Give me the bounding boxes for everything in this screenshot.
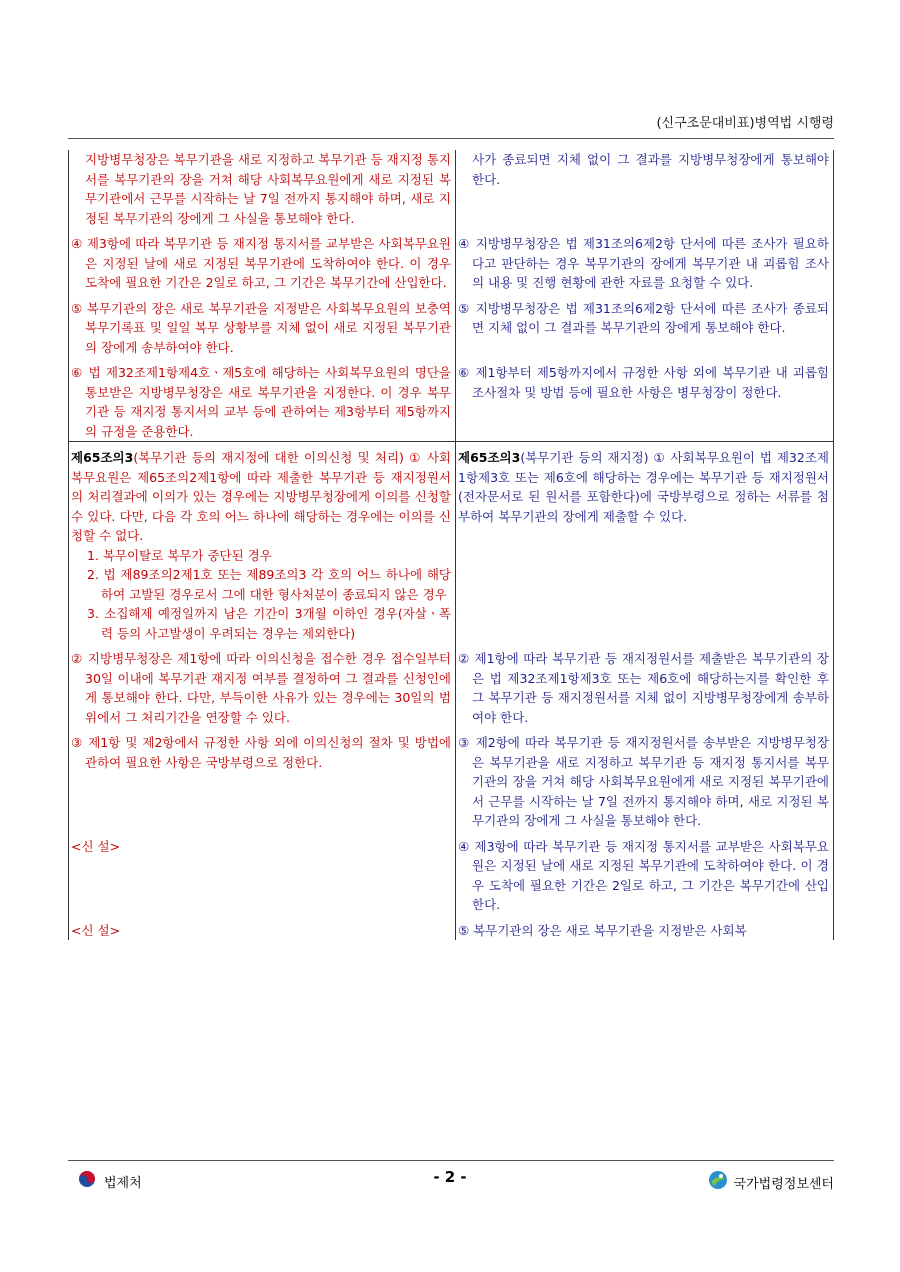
old-text-cell: ④ 제3항에 따라 복무기관 등 재지정 통지서를 교부받은 사회복무요원은 지정된 날에 새로 지정된 복무기관에 도착하여야 한다. 이 경우 도착에 필요한 기간은 2일로 하고, 그 기간은 복무기간에 산입한다. bbox=[69, 228, 456, 293]
table-row bbox=[69, 150, 834, 228]
table-row bbox=[69, 293, 834, 358]
old-text-cell: ② 지방병무청장은 제1항에 따라 이의신청을 접수한 경우 접수일부터 30일 이내에 복무기관 재지정 여부를 결정하여 그 결과를 신청인에게 통보해야 한다. 다만, 부득이한 사유가 있는 경우에는 30일의 범위에서 그 처리기간을 연장할 수 있다. bbox=[69, 643, 456, 727]
old-text-cell: <신 설> bbox=[69, 831, 456, 915]
page-number: - 2 - bbox=[433, 1168, 467, 1186]
footer-divider bbox=[68, 1160, 834, 1161]
table-row bbox=[69, 643, 834, 727]
new-text-cell: ⑥ 제1항부터 제5항까지에서 규정한 사항 외에 복무기관 내 괴롭힘 조사절차 및 방법 등에 필요한 사항은 병무청장이 정한다. bbox=[456, 357, 834, 442]
new-text-cell: ⑤ 지방병무청장은 법 제31조의6제2항 단서에 따른 조사가 종료되면 지체 없이 그 결과를 복무기관의 장에게 통보해야 한다. bbox=[456, 293, 834, 358]
table-row bbox=[69, 831, 834, 915]
header-divider bbox=[68, 138, 834, 139]
old-text-cell: 제65조의3(복무기관 등의 재지정에 대한 이의신청 및 처리) ① 사회복무요원은 제65조의2제1항에 따라 제출한 복무기관 등 재지정원서의 처리결과에 이의가 있는 경우에는 지방병무청장에게 이의를 신청할 수 있다. 다만, 다음 각 호의 어느 하나에 해당하는 경우에는 이의를 신청할 수 없다. 1. 복무이탈로 복무가 중단된 경우 2. 법 제89조의2제1호 또는 제89조의3 각 호의 어느 하나에 해당하여 고발된 경우로서 그에 대한 형사처분이 종료되지 않은 경우 3. 소집해제 예정일까지 남은 기간이 3개월 이하인 경우(자살ㆍ폭력 등의 사고발생이 우려되는 경우는 제외한다) bbox=[69, 442, 456, 644]
table-row bbox=[69, 727, 834, 831]
table-row bbox=[69, 442, 834, 644]
footer-right bbox=[708, 1170, 834, 1194]
law-center-logo-icon bbox=[708, 1170, 728, 1194]
new-text-cell: ⑤ 복무기관의 장은 새로 복무기관을 지정받은 사회복 bbox=[456, 915, 834, 941]
footer-left-label: 법제처 bbox=[104, 1175, 142, 1191]
new-text-cell: ② 제1항에 따라 복무기관 등 재지정원서를 제출받은 복무기관의 장은 법 제32조제1항제3호 또는 제6호에 해당하는지를 확인한 후 그 복무기관 등 재지정원서를 지체 없이 지방병무청장에게 송부하여야 한다. bbox=[456, 643, 834, 727]
new-text-cell: 제65조의3(복무기관 등의 재지정) ① 사회복무요원이 법 제32조제1항제3호 또는 제6호에 해당하는 경우에는 복무기관 등 재지정원서(전자문서로 된 원서를 포함한다)에 국방부령으로 정하는 서류를 첨부하여 복무기관의 장에게 제출할 수 있다. bbox=[456, 442, 834, 644]
document-title: (신구조문대비표)병역법 시행령 bbox=[656, 116, 834, 131]
new-text-cell: ④ 지방병무청장은 법 제31조의6제2항 단서에 따른 조사가 필요하다고 판단하는 경우 복무기관의 장에게 복무기관 내 괴롭힘 조사의 내용 및 진행 현황에 관한 자료를 요청할 수 있다. bbox=[456, 228, 834, 293]
table-row bbox=[69, 915, 834, 941]
new-text-cell: 사가 종료되면 지체 없이 그 결과를 지방병무청장에게 통보해야 한다. bbox=[456, 150, 834, 228]
old-text-cell: ⑤ 복무기관의 장은 새로 복무기관을 지정받은 사회복무요원의 보충역 복무기록표 및 일일 복무 상황부를 지체 없이 새로 지정된 복무기관의 장에게 송부하여야 한다. bbox=[69, 293, 456, 358]
comparison-table bbox=[68, 150, 834, 940]
article-number: 제65조의3 bbox=[71, 450, 134, 465]
list-item: 2. 법 제89조의2제1호 또는 제89조의3 각 호의 어느 하나에 해당하여 고발된 경우로서 그에 대한 형사처분이 종료되지 않은 경우 bbox=[87, 567, 451, 602]
new-text-cell: ④ 제3항에 따라 복무기관 등 재지정 통지서를 교부받은 사회복무요원은 지정된 날에 새로 지정된 복무기관에 도착하여야 한다. 이 경우 도착에 필요한 기간은 2일로 하고, 그 기간은 복무기간에 산입한다. bbox=[456, 831, 834, 915]
footer-right-label: 국가법령정보센터 bbox=[733, 1176, 834, 1192]
old-text-cell: <신 설> bbox=[69, 915, 456, 941]
old-text-cell: ③ 제1항 및 제2항에서 규정한 사항 외에 이의신청의 절차 및 방법에 관하여 필요한 사항은 국방부령으로 정한다. bbox=[69, 727, 456, 831]
table-row bbox=[69, 357, 834, 442]
old-text-cell: ⑥ 법 제32조제1항제4호ㆍ제5호에 해당하는 사회복무요원의 명단을 통보받은 지방병무청장은 새로 복무기관을 지정한다. 이 경우 복무기관 등 재지정 통지서의 교부 등에 관하여는 제3항부터 제5항까지의 규정을 준용한다. bbox=[69, 357, 456, 442]
list-item: 1. 복무이탈로 복무가 중단된 경우 bbox=[87, 547, 272, 563]
list-item: 3. 소집해제 예정일까지 남은 기간이 3개월 이하인 경우(자살ㆍ폭력 등의 사고발생이 우려되는 경우는 제외한다) bbox=[87, 606, 451, 641]
new-text-cell: ③ 제2항에 따라 복무기관 등 재지정원서를 송부받은 지방병무청장은 복무기관을 새로 지정하고 복무기관 등 재지정 통지서를 복무기관의 장을 거쳐 해당 사회복무요원에게 새로 지정된 복무기관에서 근무를 시작하는 날 7일 전까지 통지해야 하며, 새로 지정된 복무기관의 장에게 그 사실을 통보해야 한다. bbox=[456, 727, 834, 831]
old-text-cell: 지방병무청장은 복무기관을 새로 지정하고 복무기관 등 재지정 통지서를 복무기관의 장을 거쳐 해당 사회복무요원에게 새로 지정된 복무기관에서 근무를 시작하는 날 7일 전까지 통지해야 하며, 새로 지정된 복무기관의 장에게 그 사실을 통보해야 한다. bbox=[69, 150, 456, 228]
table-row bbox=[69, 228, 834, 293]
article-number: 제65조의3 bbox=[458, 450, 521, 465]
